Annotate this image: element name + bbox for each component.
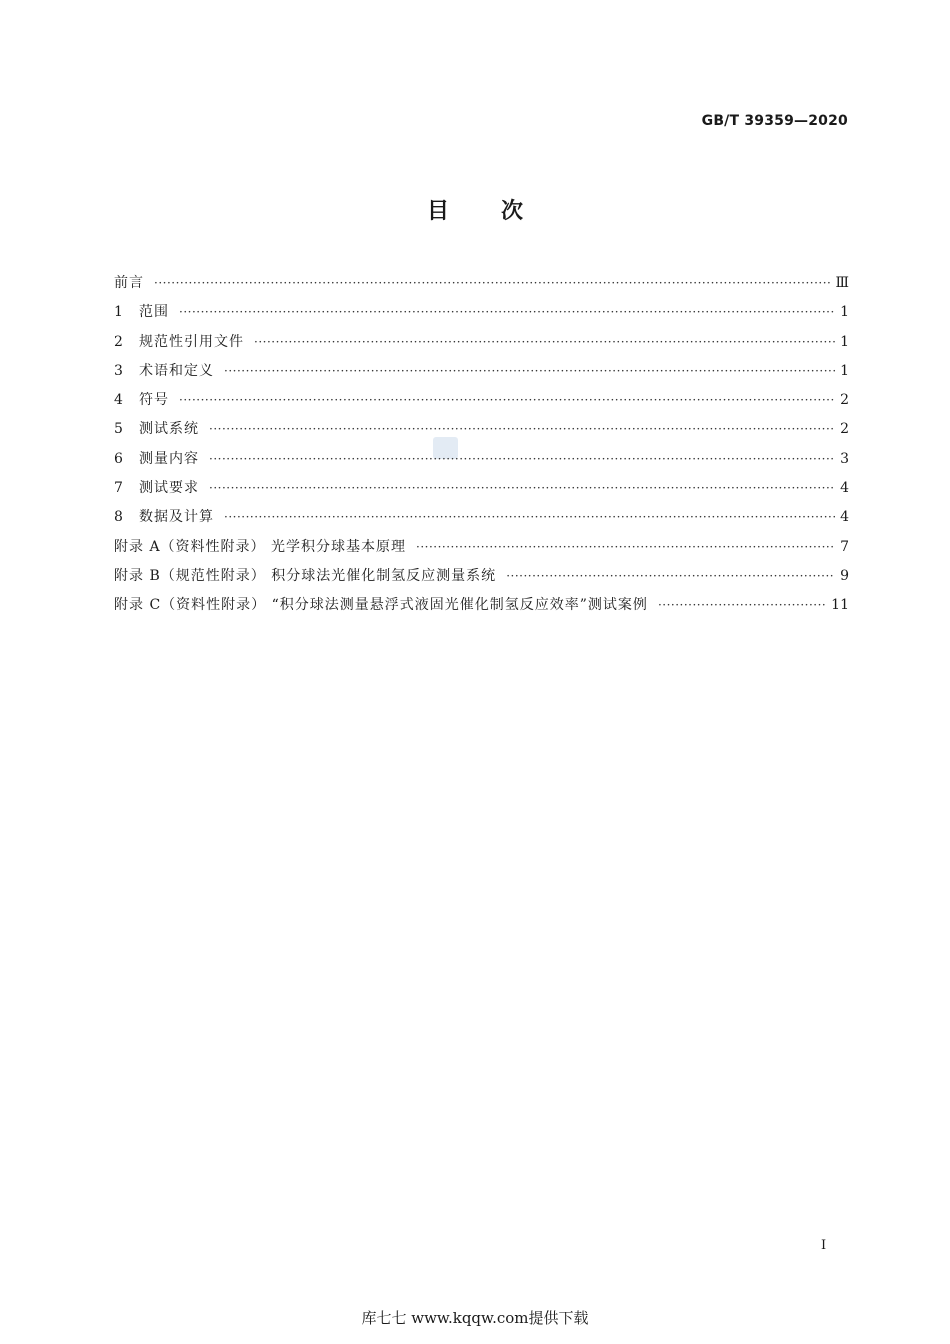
toc-entry-label: 附录 B（规范性附录） 积分球法光催化制氢反应测量系统 <box>114 567 497 584</box>
toc-entry-number: 4 <box>114 392 123 409</box>
footer-download-note: 库七七 www.kqqw.com提供下载 <box>361 1309 589 1327</box>
toc-leader-dots <box>179 305 835 319</box>
toc-entry-5[interactable] <box>114 418 849 447</box>
toc-entry-number: 2 <box>114 333 123 350</box>
toc-entry-7[interactable] <box>114 477 849 506</box>
toc-entry-1[interactable] <box>114 301 849 330</box>
toc-entry-number: 8 <box>114 509 123 526</box>
toc-entry-label: 测量内容 <box>139 450 199 467</box>
table-of-contents <box>114 272 849 624</box>
toc-entry-page: 7 <box>840 538 849 555</box>
toc-title: 目次 <box>426 198 575 224</box>
toc-entry-number: 6 <box>114 450 123 467</box>
toc-entry-number: 3 <box>114 362 123 379</box>
toc-entry-number: 5 <box>114 421 123 438</box>
toc-entry-number: 1 <box>114 304 123 321</box>
toc-entry-label: 测试要求 <box>139 480 199 497</box>
toc-entry-appendix-b[interactable] <box>114 565 849 594</box>
toc-entry-label: 术语和定义 <box>139 362 214 379</box>
toc-entry-label: 附录 A（资料性附录） 光学积分球基本原理 <box>114 538 407 555</box>
toc-entry-label: 范围 <box>139 304 169 321</box>
toc-entry-foreword[interactable] <box>114 272 849 301</box>
toc-leader-dots <box>254 335 835 349</box>
toc-entry-page: 1 <box>840 362 849 379</box>
toc-entry-label: 附录 C（资料性附录） “积分球法测量悬浮式液固光催化制氢反应效率”测试案例 <box>114 597 648 614</box>
standard-code: GB/T 39359—2020 <box>701 113 848 129</box>
toc-leader-dots <box>224 364 835 378</box>
toc-leader-dots <box>209 481 835 495</box>
toc-entry-6[interactable] <box>114 448 849 477</box>
toc-leader-dots <box>506 569 835 583</box>
toc-entry-label: 规范性引用文件 <box>139 333 244 350</box>
toc-entry-page: 4 <box>840 480 849 497</box>
toc-entry-page: 2 <box>840 421 849 438</box>
toc-entry-page: 9 <box>840 567 849 584</box>
toc-entry-2[interactable] <box>114 331 849 360</box>
toc-entry-page: 2 <box>840 392 849 409</box>
toc-entry-3[interactable] <box>114 360 849 389</box>
toc-entry-page: 3 <box>840 450 849 467</box>
toc-entry-label: 测试系统 <box>139 421 199 438</box>
toc-entry-page: 1 <box>840 304 849 321</box>
toc-entry-label: 数据及计算 <box>139 509 214 526</box>
toc-leader-dots <box>224 510 835 524</box>
toc-leader-dots <box>154 276 831 290</box>
toc-entry-8[interactable] <box>114 506 849 535</box>
toc-entry-page: 1 <box>840 333 849 350</box>
toc-entry-page: Ⅲ <box>835 275 849 291</box>
toc-entry-label: 前言 <box>114 275 144 291</box>
toc-entry-appendix-a[interactable] <box>114 536 849 565</box>
toc-leader-dots <box>416 540 835 554</box>
toc-leader-dots <box>209 422 835 436</box>
toc-leader-dots <box>209 452 835 466</box>
toc-entry-label: 符号 <box>139 392 169 409</box>
toc-entry-page: 4 <box>840 509 849 526</box>
toc-leader-dots <box>658 598 827 612</box>
page-number: I <box>821 1238 827 1253</box>
toc-entry-4[interactable] <box>114 389 849 418</box>
toc-entry-page: 11 <box>831 597 849 614</box>
toc-entry-appendix-c[interactable] <box>114 594 849 623</box>
toc-leader-dots <box>179 393 835 407</box>
toc-entry-number: 7 <box>114 480 123 497</box>
